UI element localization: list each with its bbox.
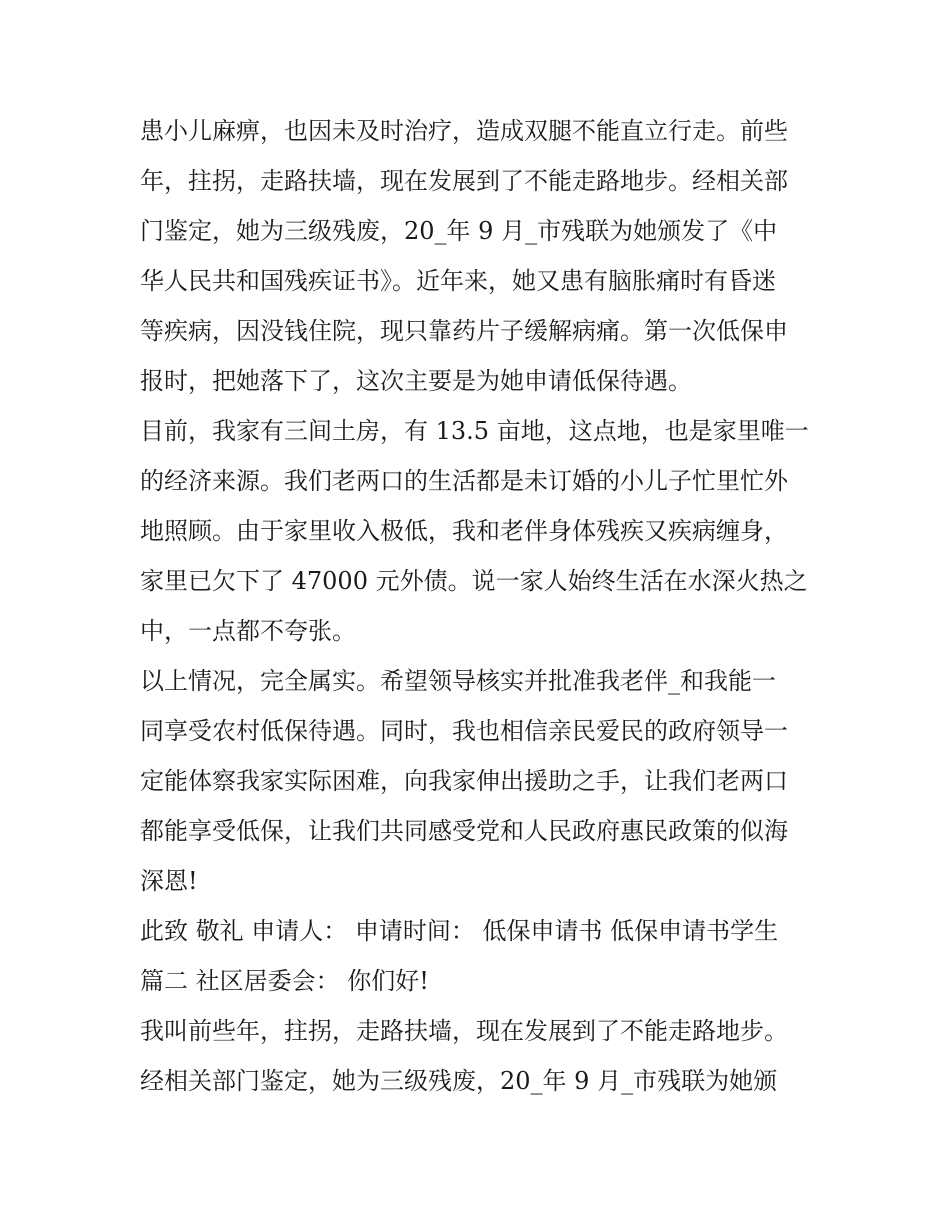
text-line-7: 目前，我家有三间土房，有 13.5 亩地，这点地，也是家里唯一 [140,417,809,445]
text-line-4: 华人民共和国残疾证书》。近年来，她又患有脑胀痛时有昏迷 [140,267,776,295]
text-line-5: 等疾病，因没钱住院，现只靠药片子缓解病痛。第一次低保申 [140,317,788,345]
document-body [140,106,830,1106]
text-line-13: 同享受农村低保待遇。同时，我也相信亲民爱民的政府领导一 [140,717,788,745]
text-line-10: 家里已欠下了 47000 元外债。说一家人始终生活在水深火热之 [140,567,808,595]
text-line-20: 经相关部门鉴定，她为三级残废，20_年 9 月_市残联为她颁 [140,1067,778,1095]
text-line-16: 深恩! [140,867,198,895]
text-line-15: 都能享受低保，让我们共同感受党和人民政府惠民政策的似海 [140,817,788,845]
text-line-6: 报时，把她落下了，这次主要是为她申请低保待遇。 [140,367,692,395]
text-line-1: 患小儿麻痹，也因未及时治疗，造成双腿不能直立行走。前些 [140,117,788,145]
text-line-18: 篇二 社区居委会： 你们好! [140,967,429,995]
text-line-11: 中，一点都不夸张。 [140,617,356,645]
text-line-2: 年，拄拐，走路扶墙，现在发展到了不能走路地步。经相关部 [140,167,788,195]
text-line-12: 以上情况，完全属实。希望领导核实并批准我老伴_和我能一 [140,667,776,695]
text-line-9: 地照顾。由于家里收入极低，我和老伴身体残疾又疾病缠身， [140,517,788,545]
text-line-3: 门鉴定，她为三级残废，20_年 9 月_市残联为她颁发了《中 [140,217,778,245]
text-line-14: 定能体察我家实际困难，向我家伸出援助之手，让我们老两口 [140,767,788,795]
text-line-17: 此致 敬礼 申请人： 申请时间： 低保申请书 低保申请书学生 [140,917,779,945]
text-line-19: 我叫前些年，拄拐，走路扶墙，现在发展到了不能走路地步。 [140,1017,788,1045]
text-line-8: 的经济来源。我们老两口的生活都是未订婚的小儿子忙里忙外 [140,467,788,495]
